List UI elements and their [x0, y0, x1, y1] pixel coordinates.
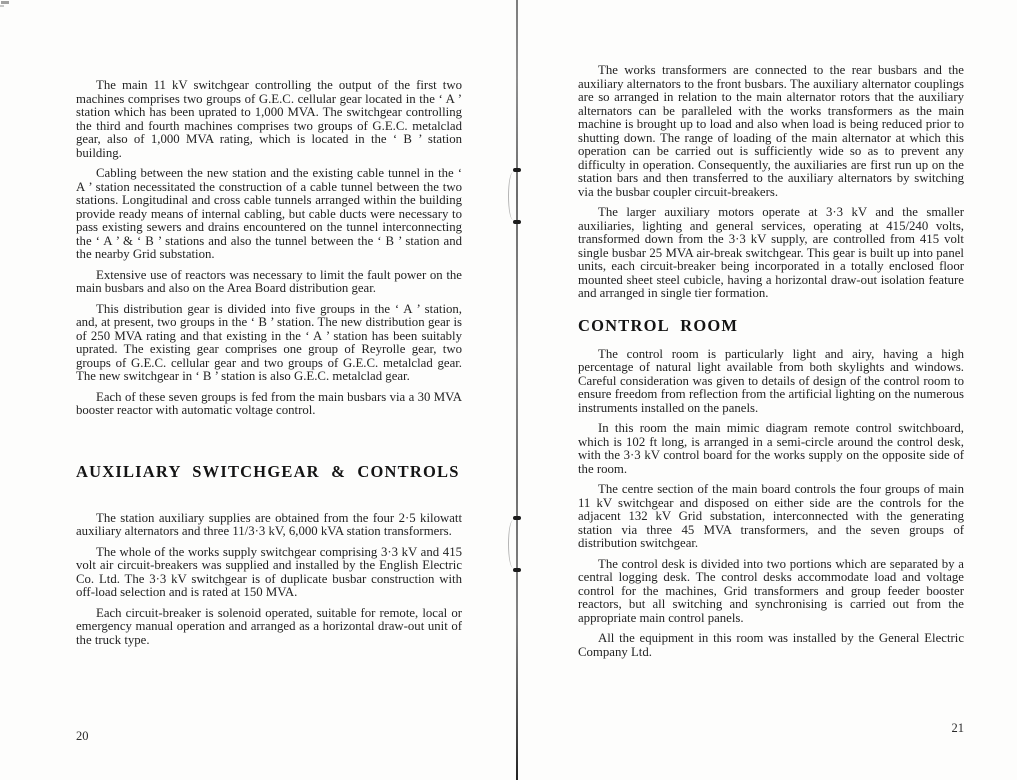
scan-speck	[0, 5, 4, 7]
section-heading-auxiliary-switchgear-controls: AUXILIARY SWITCHGEAR & CONTROLS	[76, 461, 460, 481]
section-heading-control-room: CONTROL ROOM	[578, 315, 739, 335]
right-page	[578, 64, 964, 659]
paragraph: The works transformers are connected to the rear busbars and the auxiliary alternators to the front busbars. The auxiliary alternator couplings are so arranged in relation to the main alternator rotors that the auxiliary alternators can be paralleled with the works transformers as the main machine is brought up to load and also when load is being reduced prior to shutting down. The range of loading of the main alternator at which this operation can be carried out is sufficiently wide so as to prevent any difficulty in operation. Consequently, the auxiliaries are first run up on the station bars and then transferred to the auxiliary alternators by switching via the busbar coupler circuit-breakers.	[578, 63, 964, 199]
paragraph: The larger auxiliary motors operate at 3·3 kV and the smaller auxiliaries, lighting and general services, operating at 415/240 volts, transformed down from the 3·3 kV supply, are controlled from 415 volt single busbar 25 MVA air-break switchgear. This gear is built up into panel units, each circuit-breaker being incorporated in a totally enclosed floor mounted sheet steel cubicle, having a horizontal draw-out isolation feature and arranged in single tier formation.	[578, 205, 964, 300]
paragraph: This distribution gear is divided into five groups in the ‘ A ’ station, and, at present, two groups in the ‘ B ’ station. The new distribution gear is of 250 MVA rating and that existing in the ‘ A ’ station has been suitably uprated. The existing gear comprises one group of Reyrolle gear, two groups of G.E.C. cellular gear and two groups of G.E.C. metalclad gear. The new switchgear in ‘ B ’ station is also G.E.C. metalclad gear.	[76, 301, 462, 383]
book-gutter-spine	[516, 0, 518, 780]
paragraph: The control desk is divided into two portions which are separated by a central logging desk. The control desks accommodate load and voltage control for the machines, Grid transformers and group feeder booster reactors, but all switching and synchronising is carried out from the appropriate main control panels.	[578, 556, 964, 625]
paragraph: The station auxiliary supplies are obtained from the four 2·5 kilowatt auxiliary alternators and three 11/3·3 kV, 6,000 kVA station transformers.	[76, 510, 462, 538]
spine-stitch-mark	[513, 168, 521, 172]
paragraph: The control room is particularly light and airy, having a high percentage of natural light available from both skylights and windows. Careful consideration was given to details of design of the control room to ensure freedom from reflection from the artificial lighting on the numerous instruments installed on the panels.	[578, 346, 964, 415]
spine-stitch-mark	[513, 220, 521, 224]
paragraph: In this room the main mimic diagram remote control switchboard, which is 102 ft long, is arranged in a semi-circle around the control desk, with the 3·3 kV control board for the works supply on the opposite side of the room.	[578, 421, 964, 476]
spine-stitch-thread	[508, 172, 518, 220]
spine-stitch-thread	[508, 520, 518, 568]
page-number-left: 20	[76, 729, 89, 743]
page-number-right: 21	[951, 721, 964, 735]
scan-speck	[1, 1, 9, 4]
paragraph: Each circuit-breaker is solenoid operated, suitable for remote, local or emergency manual operation and arranged as a horizontal draw-out unit of the truck type.	[76, 605, 462, 647]
left-page	[76, 79, 462, 647]
paragraph: The main 11 kV switchgear controlling the output of the first two machines comprises two groups of G.E.C. cellular gear located in the ‘ A ’ station which has been uprated to 1,000 MVA. The switchgear controlling the third and fourth machines comprises two groups of G.E.C. metalclad gear, also of 1,000 MVA rating, which is located in the ‘ B ’ station building.	[76, 78, 462, 160]
spine-stitch-mark	[513, 568, 521, 572]
paragraph: All the equipment in this room was installed by the General Electric Company Ltd.	[578, 631, 964, 659]
paragraph: Each of these seven groups is fed from the main busbars via a 30 MVA booster reactor with automatic voltage control.	[76, 389, 462, 417]
paragraph: Extensive use of reactors was necessary to limit the fault power on the main busbars and also on the Area Board distribution gear.	[76, 267, 462, 295]
paragraph: The centre section of the main board controls the four groups of main 11 kV switchgear and disposed on either side are the controls for the adjacent 132 kV Grid substation, interconnected with the generating station via three 45 MVA transformers, and the seven groups of distribution switchgear.	[578, 482, 964, 550]
paragraph: The whole of the works supply switchgear comprising 3·3 kV and 415 volt air circuit-breakers was supplied and installed by the English Electric Co. Ltd. The 3·3 kV switchgear is of duplicate busbar construction with off-load selection and is rated at 150 MVA.	[76, 544, 462, 599]
paragraph: Cabling between the new station and the existing cable tunnel in the ‘ A ’ station necessitated the construction of a cable tunnel between the two stations. Longitudinal and cross cable tunnels arranged within the building provide ready means of internal cabling, but cable ducts were necessary to pass existing sewers and drains encountered on the tunnel interconnecting the ‘ A ’ & ‘ B ’ stations and also the tunnel between the ‘ B ’ station and the nearby Grid substation.	[76, 166, 462, 261]
spine-stitch-mark	[513, 516, 521, 520]
